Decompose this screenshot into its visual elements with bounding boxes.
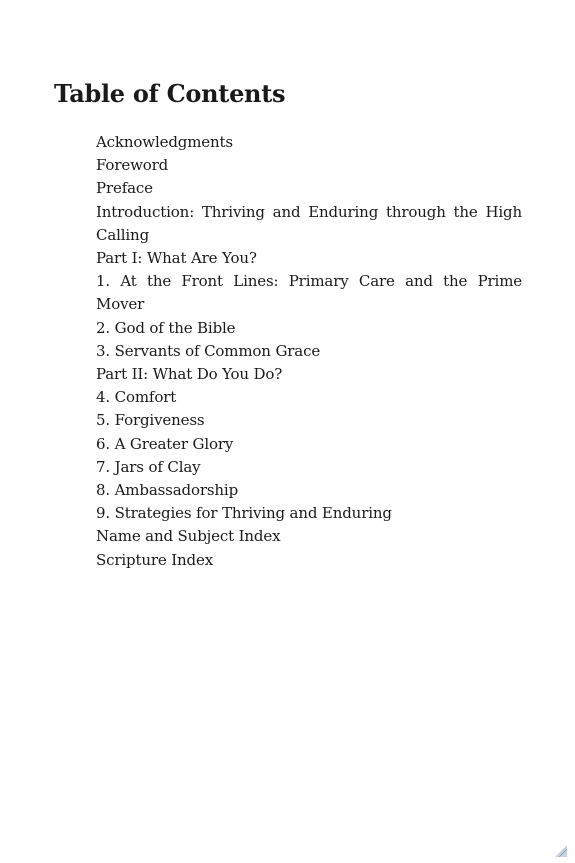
toc-entry-chapter-2[interactable]: 2. God of the Bible — [96, 318, 236, 337]
page-curl-icon — [555, 845, 567, 857]
toc-entry-chapter-1[interactable]: 1. At the Front Lines: Primary Care and the Prime Mover — [96, 272, 522, 314]
toc-entry-preface[interactable]: Preface — [96, 179, 153, 198]
toc-entry-chapter-8[interactable]: 8. Ambassadorship — [96, 481, 239, 500]
page-title: Table of Contents — [54, 79, 286, 108]
toc-entry-acknowledgments[interactable]: Acknowledgments — [96, 133, 233, 151]
toc-entry-scripture-index[interactable]: Scripture Index — [96, 550, 214, 569]
toc-entry-chapter-5[interactable]: 5. Forgiveness — [96, 411, 205, 430]
table-of-contents — [96, 131, 522, 572]
toc-entry-introduction[interactable]: Introduction: Thriving and Enduring through the High Calling — [96, 202, 522, 244]
toc-entry-foreword[interactable]: Foreword — [96, 156, 169, 175]
toc-entry-part-2[interactable]: Part II: What Do You Do? — [96, 365, 283, 384]
toc-entry-chapter-7[interactable]: 7. Jars of Clay — [96, 457, 201, 476]
toc-entry-chapter-3[interactable]: 3. Servants of Common Grace — [96, 341, 321, 360]
toc-entry-part-1[interactable]: Part I: What Are You? — [96, 249, 257, 268]
toc-entry-chapter-9[interactable]: 9. Strategies for Thriving and Enduring — [96, 504, 392, 523]
toc-entry-name-subject-index[interactable]: Name and Subject Index — [96, 527, 281, 546]
toc-entry-chapter-6[interactable]: 6. A Greater Glory — [96, 434, 234, 453]
toc-entry-chapter-4[interactable]: 4. Comfort — [96, 388, 177, 407]
